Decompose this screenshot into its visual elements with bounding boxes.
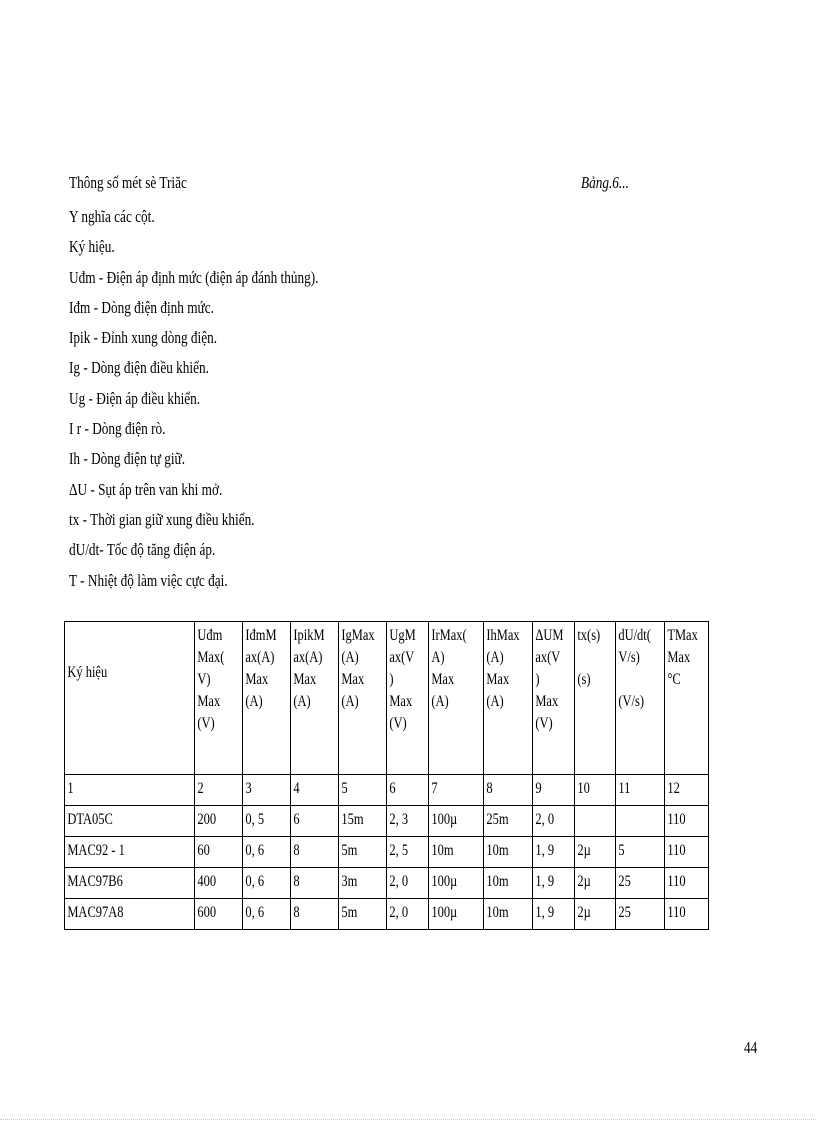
table-cell [195, 806, 243, 837]
header-cell-text: (V) [535, 715, 553, 732]
table-cell-text: MAC97B6 [67, 873, 123, 890]
header-cell-text: ax(A) [245, 649, 275, 666]
table-cell [339, 837, 387, 868]
table-cell-text: 10m [486, 873, 509, 890]
legend-line: T - Nhiệt độ làm việc cực đại. [69, 570, 228, 590]
table-cell [665, 837, 709, 868]
table-row [65, 899, 709, 930]
header-cell-text: °C [667, 671, 681, 688]
table-cell [339, 899, 387, 930]
table-cell [387, 806, 429, 837]
table-cell-text: 25m [486, 811, 509, 828]
table-cell [387, 899, 429, 930]
table-cell-text: MAC97A8 [67, 904, 124, 921]
header-cell-text: (A) [431, 693, 449, 710]
table-cell [665, 868, 709, 899]
table-cell [575, 837, 616, 868]
header-cell-text: Ký hiệu [67, 664, 108, 681]
table-cell-text: 12 [667, 780, 680, 797]
table-cell [575, 899, 616, 930]
header-cell-text: A) [431, 649, 445, 666]
table-cell [484, 868, 533, 899]
header-cell-text: tx(s) [577, 627, 601, 644]
table-cell-text: 0, 5 [245, 811, 265, 828]
section-title: Thông số mét sè Triăc [69, 173, 187, 192]
table-cell-text: 15m [341, 811, 364, 828]
header-cell-text [618, 669, 653, 691]
table-cell-text [575, 806, 606, 809]
table-cell-text: 110 [667, 873, 686, 890]
table-cell [429, 837, 484, 868]
table-cell-text: 8 [486, 780, 493, 797]
table-cell [575, 775, 616, 806]
table-cell-text: 2, 0 [389, 904, 409, 921]
table-cell [291, 806, 339, 837]
header-cell-text: (A) [245, 693, 263, 710]
table-row [65, 775, 709, 806]
table-cell-text: DTA05C [67, 811, 113, 828]
table-cell [575, 868, 616, 899]
table-cell [616, 775, 665, 806]
legend-line: I r - Dòng điện rò. [69, 419, 166, 439]
header-cell [291, 622, 339, 775]
table-cell [243, 837, 291, 868]
table-cell [533, 837, 575, 868]
bottom-divider [0, 1119, 816, 1120]
table-cell-text: 0, 6 [245, 904, 265, 921]
legend-line: Iđm - Dòng điện định mức. [69, 297, 214, 317]
header-cell-text: ax(V [535, 649, 561, 666]
header-cell-text: ) [535, 671, 540, 688]
table-cell-text: 2, 0 [535, 811, 555, 828]
table-cell-text: 4 [293, 780, 300, 797]
table-cell-text: 0, 6 [245, 873, 265, 890]
table-cell-text [616, 806, 653, 809]
table-cell [195, 899, 243, 930]
table-cell-text: 2, 3 [389, 811, 409, 828]
table-cell-text: 3 [245, 780, 252, 797]
table-cell [195, 775, 243, 806]
table-cell-text: 2 [197, 780, 204, 797]
header-cell-text: (s) [577, 671, 591, 688]
triac-spec-table [64, 621, 709, 930]
header-cell-text: (A) [486, 693, 504, 710]
header-cell-text [577, 647, 606, 669]
header-cell-text: Max [431, 671, 455, 688]
table-cell [616, 899, 665, 930]
table-cell-text: 1 [67, 780, 74, 797]
header-cell-text: Max [197, 693, 221, 710]
header-cell [65, 622, 195, 775]
header-cell [665, 622, 709, 775]
header-cell-text: (A) [341, 693, 359, 710]
table-cell [65, 868, 195, 899]
table-cell-text: 10 [577, 780, 590, 797]
table-cell-text: 6 [293, 811, 300, 828]
table-cell-text: 10m [431, 842, 454, 859]
header-cell-text: Max [535, 693, 559, 710]
table-cell-text: 0, 6 [245, 842, 265, 859]
header-cell [387, 622, 429, 775]
header-cell-text: (V) [197, 715, 215, 732]
header-cell-text: IgMax [341, 627, 375, 644]
legend-line: Ig - Dòng điện điều khiển. [69, 358, 209, 378]
header-cell-text: Max [245, 671, 269, 688]
header-cell-text: Max [293, 671, 317, 688]
table-cell [243, 775, 291, 806]
table-cell-text: 600 [197, 904, 217, 921]
header-cell-text: dU/dt( [618, 627, 651, 644]
table-cell-text: 2, 5 [389, 842, 409, 859]
header-cell-text: Max [389, 693, 413, 710]
table-cell [339, 775, 387, 806]
table-cell-text: 5m [341, 842, 358, 859]
table-cell [484, 899, 533, 930]
table-cell-text: 2, 0 [389, 873, 409, 890]
table-cell-text: 25 [618, 904, 631, 921]
header-cell-text: UgM [389, 627, 416, 644]
table-cell-text: 8 [293, 904, 300, 921]
table-cell [243, 868, 291, 899]
table-cell-text: 1, 9 [535, 873, 555, 890]
header-cell-text: (V) [389, 715, 407, 732]
table-cell [195, 868, 243, 899]
table-cell-text: 110 [667, 811, 686, 828]
table-cell-text: 110 [667, 904, 686, 921]
table-cell [291, 899, 339, 930]
header-cell-text: IhMax [486, 627, 520, 644]
header-cell [533, 622, 575, 775]
table-cell [65, 775, 195, 806]
header-cell-text: (A) [341, 649, 359, 666]
table-cell [616, 837, 665, 868]
table-cell-text: 2µ [577, 904, 591, 921]
legend-line: Ug - Điện áp điều khiển. [69, 388, 201, 408]
table-cell-text: MAC92 - 1 [67, 842, 125, 859]
table-cell [665, 806, 709, 837]
table-cell [616, 806, 665, 837]
header-cell [484, 622, 533, 775]
table-cell-text: 6 [389, 780, 396, 797]
header-cell-text: Max [486, 671, 510, 688]
header-cell-text: (A) [293, 693, 311, 710]
header-cell-text: Uđm [197, 627, 223, 644]
header-cell-text: (V/s) [618, 693, 644, 710]
legend-line: dU/dt- Tốc độ tăng điện áp. [69, 540, 216, 560]
header-cell-text: (A) [486, 649, 504, 666]
table-cell-text: 5 [618, 842, 625, 859]
header-cell-text: V) [197, 671, 211, 688]
table-cell-text: 25 [618, 873, 631, 890]
table-cell [484, 806, 533, 837]
header-cell-text: IrMax( [431, 627, 467, 644]
table-cell [291, 837, 339, 868]
legend-line: tx - Thời gian giữ xung điều khiển. [69, 509, 255, 529]
header-cell-text: TMax [667, 627, 698, 644]
column-legend [69, 203, 569, 597]
table-cell-text: 400 [197, 873, 217, 890]
table-cell [291, 868, 339, 899]
table-header-row [65, 622, 709, 775]
table-cell [665, 775, 709, 806]
header-cell-text: ) [389, 671, 394, 688]
table-row [65, 806, 709, 837]
legend-line: Ipik - Đỉnh xung dòng điện. [69, 328, 218, 348]
table-cell [533, 868, 575, 899]
table-cell [429, 868, 484, 899]
table-cell [665, 899, 709, 930]
table-cell-text: 9 [535, 780, 542, 797]
table-cell [195, 837, 243, 868]
page-number: 44 [744, 1038, 758, 1057]
legend-line: ΔU - Sụt áp trên van khi mở. [69, 479, 223, 499]
table-cell [243, 806, 291, 837]
table-cell-text: 8 [293, 873, 300, 890]
header-cell-text: ΔUM [535, 627, 564, 644]
table-cell-text: 11 [618, 780, 631, 797]
table-cell [387, 837, 429, 868]
legend-line: Ih - Dòng điện tự giữ. [69, 449, 186, 469]
header-cell-text: Max( [197, 649, 225, 666]
table-cell-text: 10m [486, 842, 509, 859]
table-cell [65, 806, 195, 837]
header-cell-text: IđmM [245, 627, 277, 644]
header-cell-text: ax(V [389, 649, 415, 666]
table-cell-text: 5 [341, 780, 348, 797]
table-cell-text: 2µ [577, 873, 591, 890]
table-cell [484, 837, 533, 868]
table-cell-text: 100µ [431, 904, 458, 921]
table-row [65, 868, 709, 899]
header-cell [243, 622, 291, 775]
section-header [69, 173, 639, 201]
table-cell-text: 8 [293, 842, 300, 859]
table-cell [387, 868, 429, 899]
legend-line: Uđm - Điện áp định mức (điện áp đánh thủng). [69, 267, 319, 287]
table-cell [533, 899, 575, 930]
table-cell-text: 100µ [431, 811, 458, 828]
header-cell [195, 622, 243, 775]
table-cell [387, 775, 429, 806]
table-cell [65, 837, 195, 868]
table-cell [339, 806, 387, 837]
table-cell [533, 775, 575, 806]
table-cell-text: 7 [431, 780, 438, 797]
table-cell-text: 3m [341, 873, 358, 890]
table-cell [339, 868, 387, 899]
table-cell [429, 806, 484, 837]
header-cell [575, 622, 616, 775]
table-cell-text: 100µ [431, 873, 458, 890]
table-cell [243, 899, 291, 930]
table-cell-text: 110 [667, 842, 686, 859]
table-cell-text: 200 [197, 811, 217, 828]
table-cell [65, 899, 195, 930]
table-cell [484, 775, 533, 806]
table-cell [291, 775, 339, 806]
table-cell-text: 60 [197, 842, 210, 859]
table-cell-text: 2µ [577, 842, 591, 859]
header-cell [429, 622, 484, 775]
table-cell [616, 868, 665, 899]
header-cell-text: ax(A) [293, 649, 323, 666]
table-cell [575, 806, 616, 837]
table-cell-text: 5m [341, 904, 358, 921]
table-reference: Bảng.6... [581, 173, 629, 192]
table-cell-text: 1, 9 [535, 842, 555, 859]
table-cell [429, 775, 484, 806]
table-cell [533, 806, 575, 837]
legend-line: Ký hiệu. [69, 237, 115, 257]
legend-line: Y nghĩa các cột. [69, 207, 155, 226]
header-cell-text: V/s) [618, 649, 640, 666]
table-cell-text: 10m [486, 904, 509, 921]
header-cell-text: Max [667, 649, 691, 666]
table-row [65, 837, 709, 868]
table-cell [429, 899, 484, 930]
header-cell-text: Max [341, 671, 365, 688]
header-cell-text: IpikM [293, 627, 325, 644]
table-cell-text: 1, 9 [535, 904, 555, 921]
header-cell [339, 622, 387, 775]
header-cell [616, 622, 665, 775]
